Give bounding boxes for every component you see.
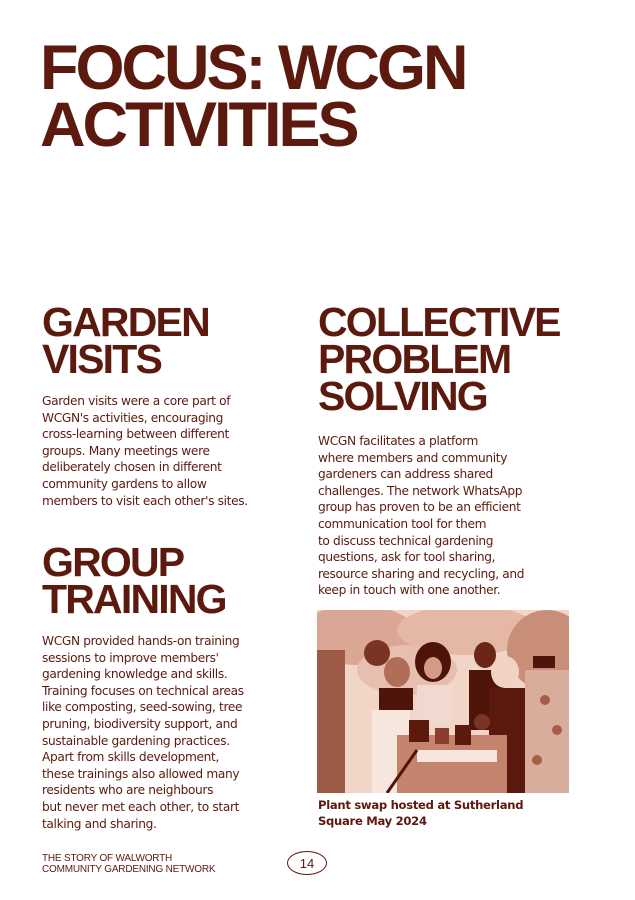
body-line: communication tool for them [318,516,487,531]
publication-title [42,853,215,875]
heading-line: SOLVING [318,373,487,419]
photo-caption [318,797,523,829]
body-line: challenges. The network WhatsApp [318,483,523,498]
photo-image [317,610,569,793]
page-title-line: FOCUS: WCGN [40,33,466,103]
page-number: 14 [287,851,327,875]
body-line: community gardens to allow [42,476,207,491]
body-line: talking and sharing. [42,816,157,831]
body-line: but never met each other, to start [42,799,240,814]
body-line: groups. Many meetings were [42,443,210,458]
page-title-line: ACTIVITIES [40,90,357,160]
plant-swap-photo [317,610,569,793]
body-line: sessions to improve members' [42,650,219,665]
heading-line: COLLECTIVE [318,299,560,345]
body-line: members to visit each other's sites. [42,493,248,508]
body-line: keep in touch with one another. [318,583,501,598]
body-line: residents who are neighbours [42,783,214,798]
body-line: group has proven to be an efficient [318,500,521,515]
body-line: deliberately chosen in different [42,460,222,475]
body-line: Garden visits were a core part of [42,394,231,408]
body-line: where members and community [318,450,508,465]
body-line: gardeners can address shared [318,467,493,482]
body-line: WCGN facilitates a platform [318,434,479,448]
collective-problem-solving-body [318,433,524,599]
page-title [40,33,600,160]
body-line: Training focuses on technical areas [42,683,244,698]
body-line: questions, ask for tool sharing, [318,550,496,565]
body-line: gardening knowledge and skills. [42,667,228,682]
body-line: WCGN provided hands-on training [42,634,240,648]
body-line: sustainable gardening practices. [42,733,230,748]
group-training-heading [42,539,226,622]
body-line: these trainings also allowed many [42,766,240,781]
group-training-body [42,633,244,832]
body-line: cross-learning between different [42,427,229,442]
heading-line: GARDEN [42,299,209,345]
heading-line: VISITS [42,336,162,382]
caption-line: Plant swap hosted at Sutherland [318,798,524,812]
body-line: pruning, biodiversity support, and [42,716,238,731]
body-line: to discuss technical gardening [318,533,494,548]
body-line: like composting, seed-sowing, tree [42,700,243,715]
heading-line: GROUP [42,539,184,585]
publication-title-line: COMMUNITY GARDENING NETWORK [42,864,216,875]
body-line: WCGN's activities, encouraging [42,410,224,425]
garden-visits-heading [42,299,209,382]
heading-line: PROBLEM [318,336,511,382]
heading-line: TRAINING [42,576,226,622]
collective-problem-solving-heading [318,299,560,419]
body-line: resource sharing and recycling, and [318,566,525,581]
publication-title-line: THE STORY OF WALWORTH [42,853,173,864]
body-line: Apart from skills development, [42,750,220,765]
caption-line: Square May 2024 [318,814,427,828]
garden-visits-body [42,393,248,509]
